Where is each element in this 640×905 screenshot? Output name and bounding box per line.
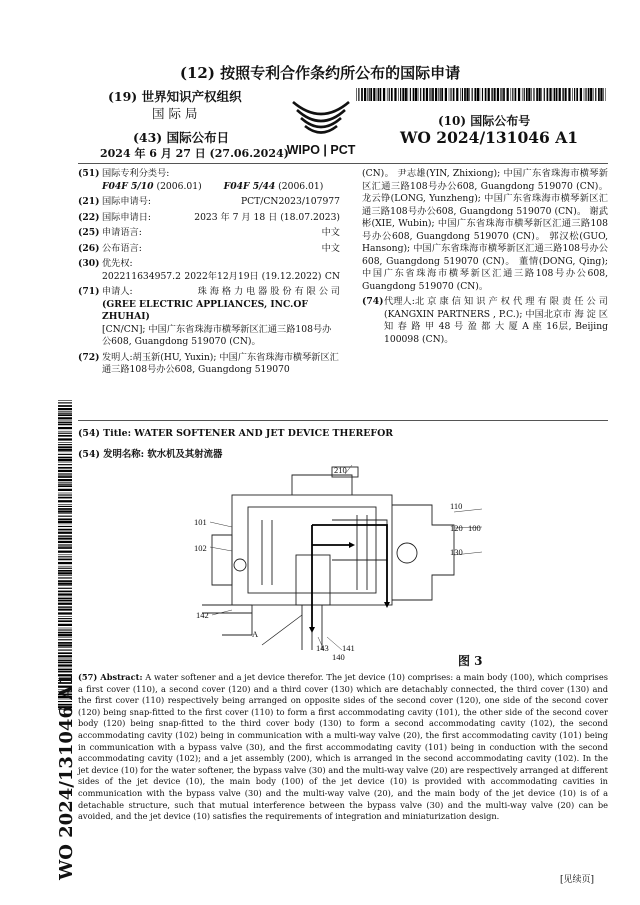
field-74: (74) 代理人:北 京 康 信 知 识 产 权 代 理 有 限 责 任 公 司 (KANGXIN PARTNERS , P.C.); 中国北京市 海 淀 区 知 春 路 甲 48 号 盈 都 大 厦 A 座 16层, Beijing 100098 (CN)。 [362, 296, 608, 345]
figure-label-100: 100 [468, 523, 481, 533]
abstract-text: A water softener and a jet device therefor. The jet device (10) comprises: a main body (100), which comprises a first cover (110), a second cover (120) and a third cover (130) which are detachably connected, the third cover (130) and the first cover (110) respectively being arranged on opposite sides of the second cover (120), one side of the second cover (120) being snap-fitted to the first cover (110) to form a first accommodating cavity (101), the other side of the second cover body (120) being snap-fitted to the third cover body (130) to form a second accommodating cavity (102), the second accommodating cavity (102) being in communication with a multi-way valve (20), the first accommodating cavity (101) being in communication with a bypass valve (30), and the first accommodating cavity (101) being in conduction with the second accommodating cavity (102); and a jet assembly (200), which is arranged in the second accommodating cavity (102). In the jet device (10) for the water softener, the bypass valve (30) and the multi-way valve (20) are respectively arranged at different sides of the jet device (10), the main body (100) of the jet device (10) is provided with accommodating cavities in communication with the bypass valve (30) and the multi-way valve (20), and the main body of the jet device (10) is of a detachable structure, such that mutual interference between the bypass valve (30) and the multi-way valve (20) can be avoided, and the jet device (10) satisfies the requirements of integration and miniaturization design. [78, 672, 609, 822]
inventors-continued: (CN)。 尹志雄(YIN, Zhixiong); 中国广东省珠海市横琴新区汇通三路108号办公608, Guangdong 519070 (CN)。 龙云铮(LONG, Yunzheng); 中国广东省珠海市横琴新区汇通三路108号办公608, Guangdong 519070 (CN)。 谢武彬(XIE, Wubin); 中国广东省珠海市横琴新区汇通三路108号办公608, Guangdong 519070 (CN)。 郭汉松(GUO, Hansong); 中国广东省珠海市横琴新区汇通三路108号办公608, Guangdong 519070 (CN)。 董情(DONG, Qing); 中国广东省珠海市横琴新区汇通三路108号办公608, Guangdong 519070 (CN)。 [362, 168, 608, 292]
figure-label-101: 101 [194, 517, 207, 527]
document-title: (12) 按照专利合作条约所公布的国际申请 [179, 64, 461, 82]
field-22: (22) 国际申请日: 2023 年 7 月 18 日 (18.07.2023) [78, 211, 340, 223]
title-english: (54) Title: WATER SOFTENER AND JET DEVICE THEREFOR [78, 428, 394, 439]
field-30: (30) 优先权: 202211634957.2 2022年12月19日 (19.12.2022) CN [78, 258, 340, 282]
title-divider [78, 420, 608, 421]
abstract [78, 672, 608, 823]
wipo-pct-label: WIPO | PCT [286, 143, 356, 157]
side-barcode [58, 400, 72, 710]
publication-number: WO 2024/131046 A1 [400, 128, 579, 147]
vertical-publication-number: WO 2024/131046 A1 [56, 673, 77, 880]
header-divider [78, 163, 608, 164]
publication-date-heading: (43) 国际公布日 [133, 130, 230, 145]
application-number: PCT/CN2023/107977 [240, 196, 340, 207]
publication-number-heading: (10) 国际公布号 [438, 114, 531, 128]
title-chinese: (54) 发明名称: 软水机及其射流器 [78, 449, 223, 460]
figure-label-210: 210 [334, 465, 347, 475]
figure-label-140: 140 [332, 652, 345, 660]
figure-label-120: 120 [450, 523, 463, 533]
publication-date: 2024 年 6 月 27 日 (27.06.2024) [100, 147, 289, 160]
priority-number: 202211634957.2 [102, 270, 181, 282]
bibliographic-left-column [78, 168, 340, 380]
field-25: (25) 申请语言: 中文 [78, 227, 340, 238]
figure-label-110: 110 [450, 501, 463, 511]
ipc-class-2: F04F 5/44 (2006.01) [223, 180, 324, 192]
inventors: 胡玉新(HU, Yuxin); 中国广东省珠海市横琴新区汇通三路108号办公608, Guangdong 519070 [102, 351, 339, 375]
wipo-logo [271, 96, 371, 158]
org-line-1: (19) 世界知识产权组织 [108, 89, 242, 104]
continued-note: [见续页] [560, 875, 595, 885]
bibliographic-right-column [362, 168, 608, 349]
priority-date: 2022年12月19日 (19.12.2022) [184, 270, 322, 282]
applicant-en: (GREE ELECTRIC APPLIANCES, INC.OF ZHUHAI) [102, 298, 308, 322]
field-51: (51) 国际专利分类号: F04F 5/10 (2006.01) F04F 5/44 (2006.01) [78, 168, 324, 192]
applicant-address: [CN/CN]; 中国广东省珠海市横琴新区汇通三路108号办公608, Guangdong 519070 (CN)。 [102, 323, 332, 347]
field-26: (26) 公布语言: 中文 [78, 242, 340, 254]
abstract-label: (57) Abstract: [78, 672, 143, 682]
figure-label-142: 142 [196, 610, 209, 620]
field-21: (21) 国际申请号: PCT/CN2023/107977 [78, 196, 340, 207]
figure-label-102: 102 [194, 543, 207, 553]
ipc-class-1: F04F 5/10 (2006.01) [102, 180, 202, 192]
filing-date: 2023 年 7 月 18 日 (18.07.2023) [194, 211, 340, 223]
agent: 北 京 康 信 知 识 产 权 代 理 有 限 责 任 公 司 (KANGXIN PARTNERS , P.C.); 中国北京市 海 淀 区 知 春 路 甲 48 号 盈 都 大 厦 A 座 16层, Beijing 100098 (CN)。 [384, 296, 608, 345]
organization-name [108, 88, 242, 122]
figure-label-130: 130 [450, 547, 463, 557]
patent-figure-3 [192, 465, 482, 660]
figure-caption: 图 3 [458, 654, 483, 668]
org-line-2: 国 际 局 [152, 106, 198, 121]
figure-label-143: 143 [316, 643, 329, 653]
field-72: (72) 发明人:胡玉新(HU, Yuxin); 中国广东省珠海市横琴新区汇通三路108号办公608, Guangdong 519070 [78, 351, 339, 375]
figure-label-a: A [252, 629, 259, 639]
field-71: (71) 申请人: 珠 海 格 力 电 器 股 份 有 限 公 司 (GREE ELECTRIC APPLIANCES, INC.OF ZHUHAI) [CN/CN]; 中国广东省珠海市横琴新区汇通三路108号办公608, Guangdong 519070 (CN)。 [78, 286, 340, 347]
top-barcode [356, 88, 606, 101]
applicant-cn: 珠 海 格 力 电 器 股 份 有 限 公 司 [197, 286, 340, 297]
figure-label-141: 141 [342, 643, 355, 653]
